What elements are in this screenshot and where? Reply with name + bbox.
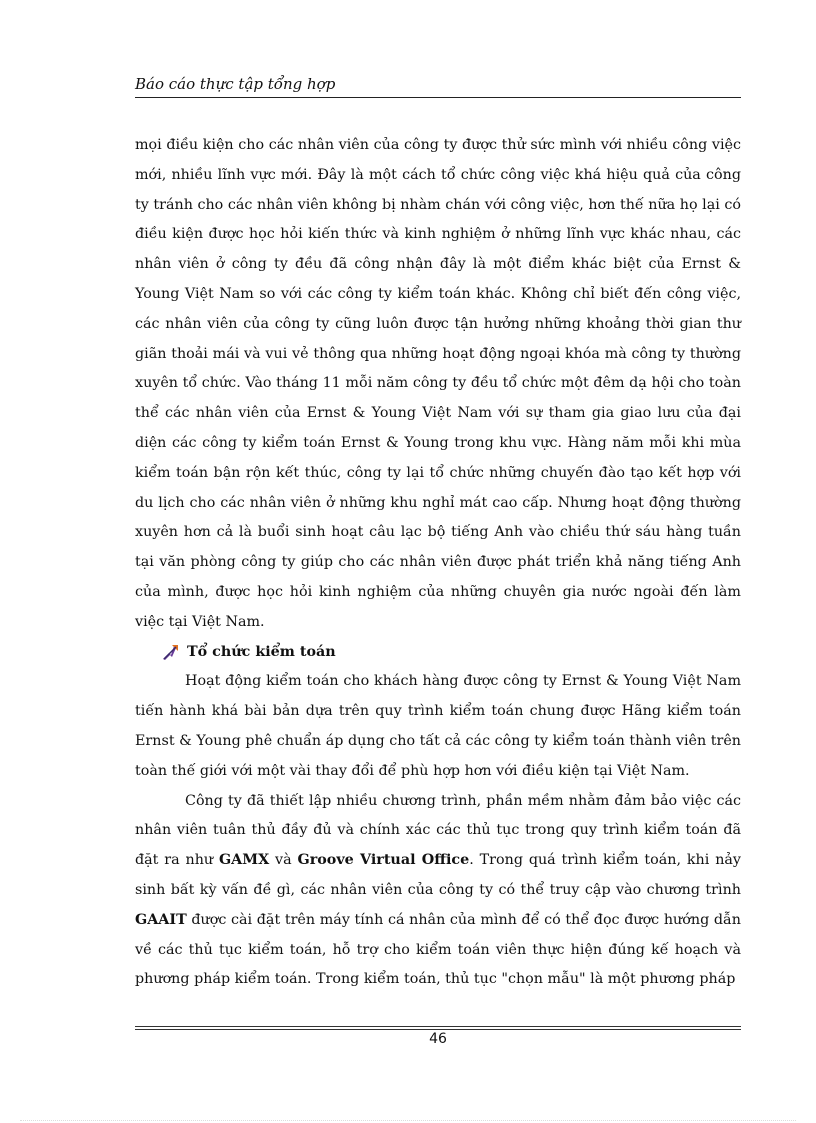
term-gamx: GAMX <box>218 852 270 869</box>
term-gaait: GAAIT <box>135 911 187 928</box>
term-groove-virtual-office: Groove Virtual Office <box>297 852 470 869</box>
paragraph-3-text-2: và <box>269 852 298 869</box>
page-body <box>135 131 741 995</box>
paragraph-2: Hoạt động kiểm toán cho khách hàng được công ty Ernst & Young Việt Nam tiến hành khá bài bản dựa trên quy trình kiểm toán chung được Hãng kiểm toán Ernst & Young phê chuẩn áp dụng cho tất cả các công ty kiểm toán thành viên trên toàn thế giới với một vài thay đổi để phù hợp hơn với điều kiện tại Việt Nam. <box>135 673 741 779</box>
paragraph-3-text-1: Công ty đã thiết lập nhiều chương trình, phần mềm nhằm đảm bảo việc các nhân viên tuân thủ đầy đủ và chính xác các thủ tục trong quy trình kiểm toán đã đặt ra như <box>135 792 741 869</box>
paragraph-3 <box>135 787 741 996</box>
footer-divider-top <box>135 1026 741 1027</box>
page-number: 46 <box>429 1031 447 1047</box>
arrow-bullet-icon <box>161 642 181 662</box>
section-heading <box>135 638 741 668</box>
paragraph-1: mọi điều kiện cho các nhân viên của công ty được thử sức mình với nhiều công việc mới, nhiều lĩnh vực mới. Đây là một cách tổ chức công việc khá hiệu quả của công ty tránh cho các nhân viên không bị nhàm chán với công việc, hơn thế nữa họ lại có điều kiện được học hỏi kiến thức và kinh nghiệm ở những lĩnh vực khác nhau, các nhân viên ở công ty đều đã công nhận đây là một điểm khác biệt của Ernst & Young Việt Nam so với các công ty kiểm toán khác. Không chỉ biết đến công việc, các nhân viên của công ty cũng luôn được tận hưởng những khoảng thời gian thư giãn thoải mái và vui vẻ thông qua những hoạt động ngoại khóa mà công ty thường xuyên tổ chức. Vào tháng 11 mỗi năm công ty đều tổ chức một đêm dạ hội cho toàn thể các nhân viên của Ernst & Young Việt Nam với sự tham gia giao lưu của đại diện các công ty kiểm toán Ernst & Young trong khu vực. Hàng năm mỗi khi mùa kiểm toán bận rộn kết thúc, công ty lại tổ chức những chuyến đào tạo kết hợp với du lịch cho các nhân viên ở những khu nghỉ mát cao cấp. Nhưng hoạt động thường xuyên hơn cả là buổi sinh hoạt câu lạc bộ tiếng Anh vào chiều thứ sáu hàng tuần tại văn phòng công ty giúp cho các nhân viên được phát triển khả năng tiếng Anh của mình, được học hỏi kinh nghiệm của những chuyên gia nước ngoài đến làm việc tại Việt Nam. <box>135 137 741 630</box>
header-divider <box>135 97 741 98</box>
page-bottom-edge <box>20 1120 796 1121</box>
section-heading-text: Tổ chức kiểm toán <box>187 643 336 660</box>
paragraph-3-text-3: . Trong quá trình kiểm toán, khi nảy sinh bất kỳ vấn đề gì, các nhân viên của công ty có thể truy cập vào chương trình <box>135 852 741 898</box>
paragraph-3-text-4: được cài đặt trên máy tính cá nhân của mình để có thể đọc được hướng dẫn về các thủ tục kiểm toán, hỗ trợ cho kiểm toán viên thực hiện đúng kế hoạch và phương pháp kiểm toán. Trong kiểm toán, thủ tục "chọn mẫu" là một phương pháp <box>135 911 741 988</box>
page-header-title: Báo cáo thực tập tổng hợp <box>135 75 336 93</box>
